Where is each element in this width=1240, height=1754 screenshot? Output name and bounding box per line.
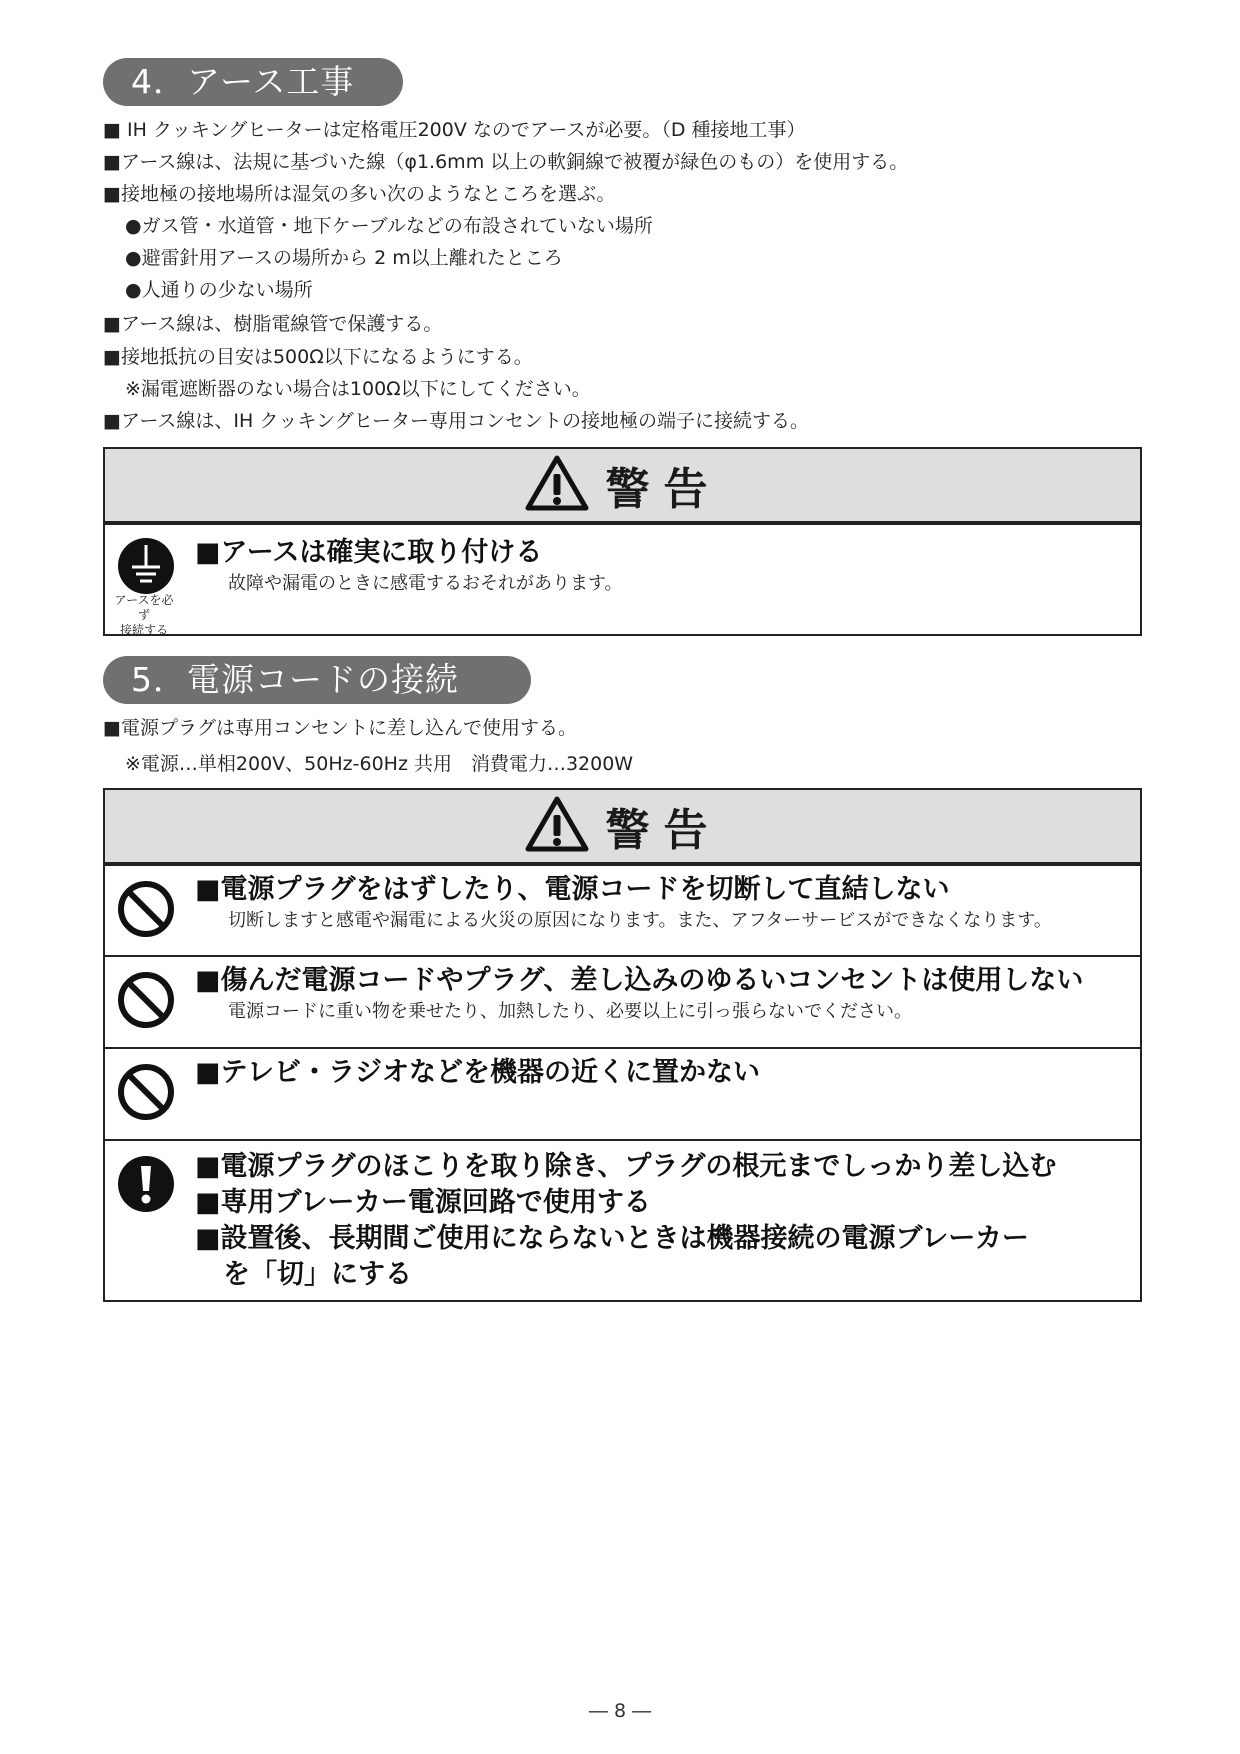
sec4-line-4: ■アース線は、樹脂電線管で保護する。	[103, 313, 443, 335]
sec4-bullet-2: ●避雷針用アースの場所から 2 m以上離れたところ	[125, 247, 563, 269]
sec4-line-1: ■ IH クッキングヒーターは定格電圧200V なのでアースが必要。（D 種接地工事）	[103, 119, 806, 141]
warning-row-1	[105, 864, 1140, 955]
mandatory-line-2: ■専用ブレーカー電源回路で使用する	[195, 1187, 651, 1218]
mandatory-line-3: ■設置後、長期間ご使用にならないときは機器接続の電源ブレーカー	[195, 1223, 1029, 1254]
power-warning-box	[103, 788, 1142, 1302]
sec4-line-3: ■接地極の接地場所は湿気の多い次のようなところを選ぶ。	[103, 183, 616, 205]
warning-triangle-icon	[524, 795, 590, 857]
warning-header	[105, 790, 1140, 864]
sec4-line-2: ■アース線は、法規に基づいた線（φ1.6mm 以上の軟銅線で被覆が緑色のもの）を使用する。	[103, 151, 909, 173]
mandatory-line-1: ■電源プラグのほこりを取り除き、プラグの根元までしっかり差し込む	[195, 1151, 1057, 1182]
page-number: ― 8 ―	[588, 1700, 652, 1722]
earth-warning-title: ■アースは確実に取り付ける	[195, 537, 543, 568]
warning-row-3	[105, 1047, 1140, 1139]
mandatory-row	[105, 1139, 1140, 1306]
sec4-bullet-3: ●人通りの少ない場所	[125, 279, 313, 301]
warning-row-3-title: ■テレビ・ラジオなどを機器の近くに置かない	[195, 1057, 760, 1088]
warning-row-2-title: ■傷んだ電源コードやプラグ、差し込みのゆるいコンセントは使用しない	[195, 965, 1084, 996]
sec4-bullet-1: ●ガス管・水道管・地下ケーブルなどの布設されていない場所	[125, 215, 653, 237]
warning-title: 警告	[605, 805, 722, 856]
earth-warning-desc: 故障や漏電のときに感電するおそれがあります。	[228, 573, 623, 594]
sec4-line-6: ■アース線は、IH クッキングヒーター専用コンセントの接地極の端子に接続する。	[103, 410, 810, 432]
warning-row-2	[105, 955, 1140, 1047]
earth-warning-row	[105, 523, 1140, 638]
sec5-note: ※電源…単相200V、50Hz-60Hz 共用 消費電力…3200W	[125, 753, 634, 775]
sec4-note: ※漏電遮断器のない場合は100Ω以下にしてください。	[125, 378, 591, 400]
mandatory-exclamation-icon	[117, 1155, 175, 1217]
earth-icon-caption: アースを必ず 接続する	[114, 593, 174, 637]
prohibited-icon	[117, 1063, 175, 1125]
section-4-heading: 4．アース工事	[103, 58, 403, 106]
warning-triangle-icon	[524, 454, 590, 516]
section-5-heading: 5．電源コードの接続	[103, 656, 531, 704]
earth-ground-icon	[117, 537, 175, 599]
warning-title: 警告	[605, 464, 722, 515]
sec5-line-1: ■電源プラグは専用コンセントに差し込んで使用する。	[103, 717, 577, 739]
prohibited-icon	[117, 880, 175, 942]
warning-row-2-desc: 電源コードに重い物を乗せたり、加熱したり、必要以上に引っ張らないでください。	[228, 1001, 912, 1022]
warning-header	[105, 449, 1140, 523]
sec4-line-5: ■接地抵抗の目安は500Ω以下になるようにする。	[103, 346, 533, 368]
mandatory-line-4: を「切」にする	[223, 1259, 412, 1290]
warning-row-1-title: ■電源プラグをはずしたり、電源コードを切断して直結しない	[195, 874, 950, 905]
prohibited-icon	[117, 971, 175, 1033]
warning-row-1-desc: 切断しますと感電や漏電による火災の原因になります。また、アフターサービスができなくなります。	[228, 910, 1052, 931]
earth-warning-box	[103, 447, 1142, 636]
